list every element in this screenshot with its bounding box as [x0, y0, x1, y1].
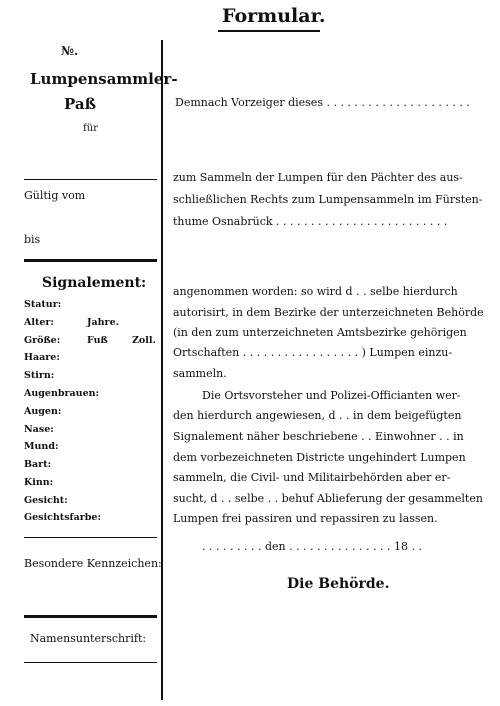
- field-bart: Bart:: [24, 459, 52, 470]
- pass-title-line1: Lumpensammler-: [30, 70, 178, 88]
- date-line: . . . . . . . . . den . . . . . . . . . . . . . . . 18 . .: [202, 540, 422, 553]
- alter-unit: Jahre.: [87, 317, 119, 328]
- para3-line6: sucht, d . . selbe . . behuf Ablieferung der gesammelten: [173, 492, 483, 505]
- para3-line4: dem vorbezeichneten Districte ungehindert Lumpen: [173, 451, 466, 464]
- para2-line4: Ortschaften . . . . . . . . . . . . . . . . . ) Lumpen einzu-: [173, 346, 453, 359]
- para3-line1: Die Ortsvorsteher und Polizei-Officianten wer-: [202, 389, 461, 402]
- field-alter: Alter:: [24, 317, 54, 328]
- field-statur: Statur:: [24, 299, 62, 310]
- special-marks-label: Besondere Kennzeichen:: [24, 557, 162, 570]
- field-gesicht: Gesicht:: [24, 495, 68, 506]
- groesse-unit-zoll: Zoll.: [132, 335, 156, 346]
- para3-line5: sammeln, die Civil- und Militairbehörden aber er-: [173, 471, 451, 484]
- para2-line5: sammeln.: [173, 367, 227, 380]
- field-mund: Mund:: [24, 441, 59, 452]
- rule-5: [24, 662, 157, 663]
- para3-line7: Lumpen frei passiren und repassiren zu lassen.: [173, 512, 438, 525]
- para3-line3: Signalement näher beschriebene . . Einwohner . . in: [173, 430, 464, 443]
- until-label: bis: [24, 233, 41, 246]
- pass-for: für: [83, 123, 98, 134]
- para2-line3: (in den zum unterzeichneten Amtsbezirke gehörigen: [173, 326, 467, 339]
- rule-2: [24, 259, 157, 262]
- rule-4: [24, 615, 157, 618]
- para2-line2: autorisirt, in dem Bezirke der unterzeichneten Behörde: [173, 306, 484, 319]
- rule-1: [24, 179, 157, 180]
- para1-line3: thume Osnabrück . . . . . . . . . . . . . . . . . . . . . . . . .: [173, 215, 448, 228]
- field-groesse: Größe:: [24, 335, 61, 346]
- signalement-title: Signalement:: [42, 275, 147, 291]
- field-stirn: Stirn:: [24, 370, 55, 381]
- para1-line1: zum Sammeln der Lumpen für den Pächter des aus-: [173, 171, 463, 184]
- column-divider: [161, 40, 163, 700]
- number-label: №.: [61, 44, 79, 58]
- pass-title-line2: Paß: [64, 95, 96, 113]
- para3-line2: den hierdurch angewiesen, d . . in dem beigefügten: [173, 409, 462, 422]
- field-haare: Haare:: [24, 352, 60, 363]
- valid-from-label: Gültig vom: [24, 189, 86, 202]
- field-nase: Nase:: [24, 424, 54, 435]
- title-underline: [218, 30, 320, 32]
- field-gesichtsfarbe: Gesichtsfarbe:: [24, 512, 101, 523]
- para2-line1: angenommen worden: so wird d . . selbe hierdurch: [173, 285, 458, 298]
- field-kinn: Kinn:: [24, 477, 54, 488]
- authority-label: Die Behörde.: [287, 576, 390, 592]
- field-augenbrauen: Augenbrauen:: [24, 388, 100, 399]
- para1-line2: schließlichen Rechts zum Lumpensammeln im Fürsten-: [173, 193, 483, 206]
- signature-label: Namensunterschrift:: [30, 632, 147, 645]
- rule-3: [24, 537, 157, 538]
- field-augen: Augen:: [24, 406, 62, 417]
- form-title: Formular.: [222, 5, 326, 27]
- intro-line: Demnach Vorzeiger dieses . . . . . . . . . . . . . . . . . . . . .: [175, 96, 470, 109]
- groesse-unit-fuss: Fuß: [87, 335, 108, 346]
